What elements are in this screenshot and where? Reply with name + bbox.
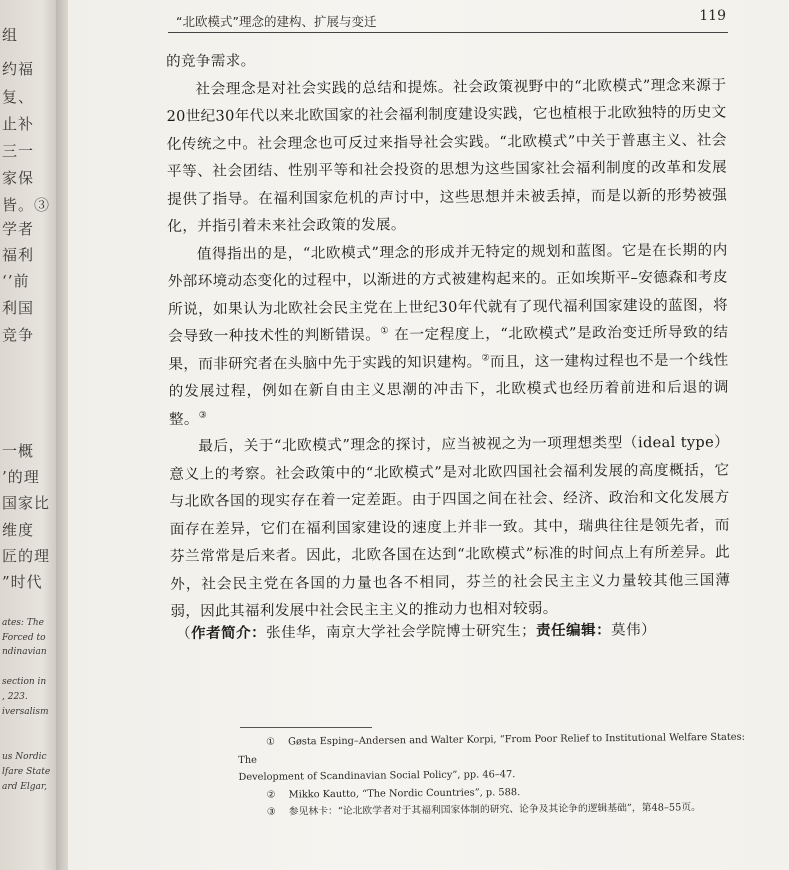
paragraph-2-part-b: 在一定程度上，“北欧模式”是政治变迁所导致的结果，而非研究者在头脑中先于实践的知识建构。 — [168, 323, 729, 373]
facing-page-fragment: 匠的理 — [2, 547, 51, 565]
facing-page-fragment: us Nordic — [2, 752, 47, 762]
facing-page-fragment: 国家比 — [2, 494, 51, 512]
facing-page-fragment: ’的理 — [2, 468, 40, 486]
book-page — [68, 0, 789, 870]
facing-page-fragment: ndinavian — [2, 647, 47, 657]
facing-page-fragment: lfare State — [2, 767, 51, 777]
facing-page-fragment: ates: The — [2, 618, 44, 628]
footnote-1-continuation: Development of Scandinavian Social Policy”, pp. 46–47. — [238, 769, 516, 783]
facing-page-fragment: ard Elgar, — [2, 782, 48, 792]
facing-page-fragment: 皆。③ — [2, 196, 51, 214]
facing-page-fragment: 约福 — [2, 60, 35, 78]
footnote-1-text: Gøsta Esping–Andersen and Walter Korpi, “From Poor Relief to Institutional Welfare States: The — [238, 731, 745, 766]
author-note — [176, 618, 716, 643]
footnote-3-text: 参见林卡：“论北欧学者对于其福利国家体制的研究、论争及其论争的逻辑基础”，第48–55页。 — [288, 802, 701, 818]
facing-page-fragment: 维度 — [2, 521, 35, 539]
footnote-3-number: ③ — [266, 806, 276, 818]
facing-page-fragment: 组 — [2, 26, 19, 44]
author-label: 作者简介： — [191, 625, 267, 642]
running-title: “北欧模式”理念的建构、扩展与变迁 — [176, 14, 377, 29]
paragraph-1: 社会理念是对社会实践的总结和提炼。社会政策视野中的“北欧模式”理念来源于20世纪30年代以来北欧国家的社会福利制度建设实践，它也植根于北欧独特的历史文化传统之中。社会理念也可反过来指导社会实践。“北欧模式”中关于普惠主义、社会平等、社会团结、性别平等和社会投资的思想为这些国家社会福利制度的改革和发展提供了指导。在福利国家危机的声讨中，这些思想并未被丢掉，而是以新的形势被强化，并指引着未来社会政策的发展。 — [166, 76, 728, 235]
editor-value: 莫伟 — [611, 622, 642, 639]
facing-page-edge — [0, 0, 60, 870]
paragraph-2-part-a: 值得指出的是，“北欧模式”理念的形成并无特定的规划和蓝图。它是在长期的内外部环境动态变化的过程中，以渐进的方式被建构起来的。正如埃斯平–安德森和考皮所说，如果认为北欧社会民主党在上世纪30年代就有了现代福利国家建设的蓝图，将会导致一种技术性的判断错误。 — [167, 241, 729, 345]
author-note-open: （ — [176, 625, 192, 642]
facing-page-fragment: 三一 — [2, 142, 35, 160]
facing-page-fragment: 止补 — [2, 115, 35, 133]
footnote-ref-1[interactable]: ① — [380, 326, 390, 337]
facing-page-fragment: ”时代 — [2, 573, 43, 591]
paragraph-2 — [168, 236, 729, 433]
footnote-2-text: Mikko Kautto, “The Nordic Countries”, p. 588. — [288, 786, 521, 800]
facing-page-fragment: , 223. — [2, 692, 28, 702]
paragraph-0: 的竞争需求。 — [166, 52, 256, 70]
paragraph-3: 最后，关于“北欧模式”理念的探讨，应当被视之为一项理想类型（ideal type）意义上的考察。社会政策中的“北欧模式”是对北欧四国社会福利发展的高度概括，它与北欧各国的现实存在着一定差距。由于四国之间在社会、经济、政治和文化发展方面存在差异，它们在福利国家建设的速度上并非一致。其中，瑞典往往是领先者，而芬兰常常是后来者。因此，北欧各国在达到“北欧模式”标准的时间点上有所差异。此外，社会民主党在各国的力量也各不相同，芬兰的社会民主主义力量较其他三国薄弱，因此其福利发展中社会民主主义的推动力也相对较弱。 — [169, 433, 731, 620]
editor-label: 责任编辑： — [536, 622, 612, 640]
facing-page-fragment: 福利 — [2, 246, 35, 264]
facing-page-fragment: 一概 — [2, 442, 35, 460]
facing-page-fragment: 家保 — [2, 169, 35, 187]
footnotes — [238, 729, 754, 822]
facing-page-fragment: 竞争 — [2, 326, 35, 344]
footnote-ref-2[interactable]: ② — [481, 352, 490, 364]
footnote-1-number: ① — [266, 736, 275, 748]
body-text — [166, 44, 731, 626]
facing-page-fragment: ‘’前 — [2, 272, 30, 290]
facing-page-fragment: 利国 — [2, 299, 35, 317]
facing-page-fragment: 复、 — [2, 88, 35, 106]
author-note-close: ） — [641, 622, 657, 639]
author-value: 张佳华，南京大学社会学院博士研究生； — [266, 623, 537, 642]
facing-page-fragment: Forced to — [2, 633, 46, 643]
running-head — [168, 10, 728, 33]
footnote-rule — [240, 727, 372, 728]
facing-page-fragment: iversalism — [2, 707, 49, 717]
paragraph-2-part-c: 而且，这一建构过程也不是一个线性的发展过程，例如在新自由主义思潮的冲击下，北欧模式也经历着前进和后退的调整。 — [168, 351, 729, 428]
facing-page-fragment: 学者 — [2, 220, 35, 238]
footnote-ref-3[interactable]: ③ — [198, 410, 208, 421]
footnote-1 — [238, 729, 754, 787]
page-number: 119 — [699, 8, 726, 24]
facing-page-fragment: section in — [2, 677, 47, 687]
footnote-2-number: ② — [266, 789, 276, 801]
